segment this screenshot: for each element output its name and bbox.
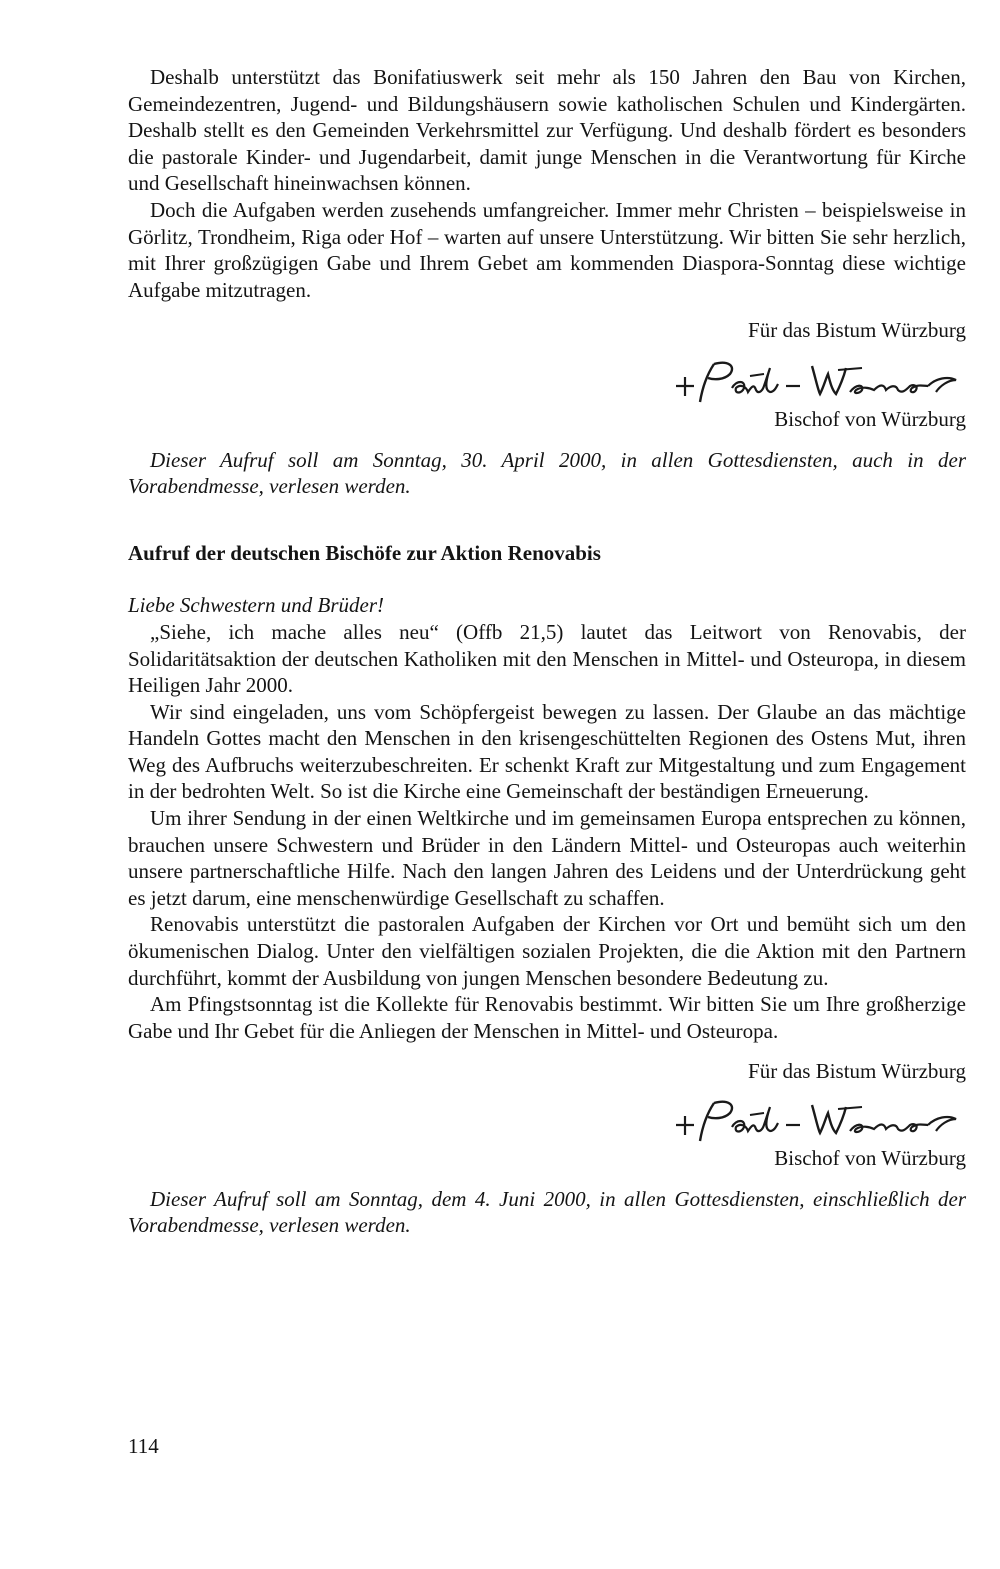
body-paragraph: Wir sind eingeladen, uns vom Schöpfergeist bewegen zu lassen. Der Glaube an das mächtige Handeln Gottes macht den Menschen in den krisengeschüttelten Regionen des Ostens Mut, ihren Weg des Aufbruchs weiterzubeschreiten. Er schenkt Kraft zur Mitgestaltung und zum Engagement in der bedrohten Welt. So ist die Kirche eine Gemeinschaft der beständigen Erneuerung. [128,699,966,804]
reading-instruction: Dieser Aufruf soll am Sonntag, 30. April 2000, in allen Gottesdiensten, auch in der Vorabendmesse, verlesen werden. [128,447,966,499]
closing-line: Für das Bistum Würzburg [748,318,966,343]
signature-title: Bischof von Würzburg [774,406,966,431]
document-page [128,64,966,1239]
closing-line: Für das Bistum Würzburg [748,1059,966,1084]
signature-graphic [666,1095,966,1147]
signature-title: Bischof von Würzburg [774,1146,966,1170]
signature-graphic [666,356,966,408]
section-heading: Aufruf der deutschen Bischöfe zur Aktion Renovabis [128,540,601,565]
body-paragraph: Am Pfingstsonntag ist die Kollekte für Renovabis bestimmt. Wir bitten Sie um Ihre großherzige Gabe und Ihr Gebet für die Anliegen der Menschen in Mittel- und Osteuropa. [128,992,966,1043]
body-paragraph: Deshalb unterstützt das Bonifatiuswerk seit mehr als 150 Jahren den Bau von Kirchen, Gemeindezentren, Jugend- und Bildungshäusern sowie katholischen Schulen und Kindergärten. Deshalb stellt es den Gemeinden Verkehrsmittel zur Verfügung. Und deshalb fördert es besonders die pastorale Kinder- und Jugendarbeit, damit junge Menschen in die Verantwortung für Kirche und Gesellschaft hineinwachsen können. [128,65,966,196]
bishop-signature [128,356,966,412]
body-paragraph: Um ihrer Sendung in der einen Weltkirche und im gemeinsamen Europa entsprechen zu können, brauchen unsere Schwestern und Brüder in den Ländern Mittel- und Osteuropas auch weiterhin unsere partnerschaftliche Hilfe. Nach den langen Jahren des Leidens und der Unterdrückung geht es jetzt darum, eine menschenwürdige Gesellschaft zu schaffen. [128,806,966,910]
reading-instruction: Dieser Aufruf soll am Sonntag, dem 4. Juni 2000, in allen Gottesdiensten, einschließlich der Vorabendmesse, verlesen werden. [128,1186,966,1238]
bishop-signature [128,1095,966,1151]
body-paragraph: „Siehe, ich mache alles neu“ (Offb 21,5) lautet das Leitwort von Renovabis, der Solidaritätsaktion der deutschen Katholiken mit den Menschen in Mittel- und Osteuropa, in diesem Heiligen Jahr 2000. [128,619,966,698]
body-paragraph: Renovabis unterstützt die pastoralen Aufgaben der Kirchen vor Ort und bemüht sich um den ökumenischen Dialog. Unter den vielfältigen sozialen Projekten, die die Aktion mit den Partnern durchführt, kommt der Ausbildung von jungen Menschen besondere Bedeutung zu. [128,912,966,990]
body-paragraph: Doch die Aufgaben werden zusehends umfangreicher. Immer mehr Christen – beispielsweise in Görlitz, Trondheim, Riga oder Hof – warten auf unsere Unterstützung. Wir bitten Sie sehr herzlich, mit Ihrer großzügigen Gabe und Ihrem Gebet am kommenden Diaspora-Sonntag diese wichtige Aufgabe mitzutragen. [128,197,966,302]
salutation: Liebe Schwestern und Brüder! [128,593,385,618]
page-number: 114 [128,1434,159,1458]
